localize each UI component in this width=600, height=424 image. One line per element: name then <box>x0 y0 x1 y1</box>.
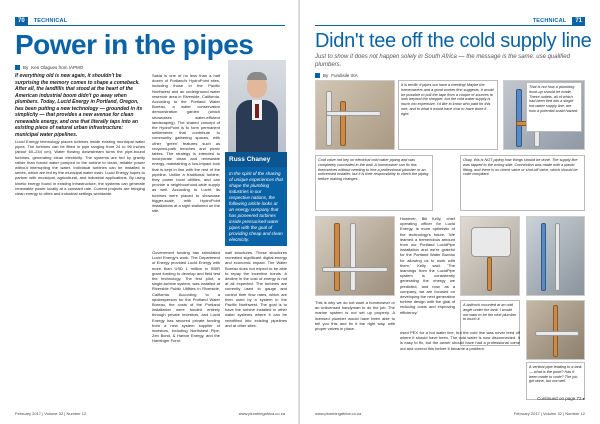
body-right-2: However, Bill Kelly, chief operating officer for Lucid Energy, is more optimistic of the technology's future. 'We learned a tremendous amount from our Portland LucidPipe installation and we're grateful for the Portland Water Bureau for allowing us to work with them,' Kelly said. 'The learnings from the LucidPipe system is consistently generating the energy we predicted, and now, as a company, we are focused on developing the next generation turbine design with the goal of reducing costs and improving efficiency.' <box>400 216 455 315</box>
body-column-3: Government funding has stimulated Lucid Energy's work. The Department of Energy provided Lucid Energy with more than USD 1 million in SBIR grant funding to develop and field test the technology. The first pilot, a single-turbine system, was installed at Riverside Public Utilities in Riverside, California. According to a spokesperson for the Portland Water Bureau, the costs of the Portland installation were funded entirely through private investors, and Lucid Energy has secured private funding from a new system supplier of investors, including Northwest Pipe, Zen Bond, & Harbor Energy, and the Harbinger Fund. <box>152 250 220 344</box>
page-header <box>15 16 67 25</box>
page-number: 70 <box>15 17 28 25</box>
article-title: Power in the pipes <box>15 29 254 60</box>
lead-paragraph: If everything old is new again, it shouldn't be surprising the memory comes to shape a comeback. After all, the landfills that stood at the heart of the American industrial boom didn't go away when plumbers. Today, Lucid Energy in Portland, Oregon, has been putting a new technology — grounded in its simplicity — that provides a new avenue for clean renewable energy, and one that literally taps into an existing piece of natural urban infrastructure: municipal water pipelines. <box>15 73 143 138</box>
header-rule <box>315 25 585 26</box>
footer-date: February 2017 | Volume 32 | Number 12 <box>15 411 87 416</box>
author-portrait <box>228 60 286 152</box>
photo-pipes-1 <box>315 80 395 150</box>
body-right-1: This is why we do not want a homeowner or an unlicensed handyman to do the job. The marine system is not set up properly. A licensed plumber would have been able to tell you this and fix it the right way, with proper valves in place. <box>315 300 395 332</box>
header-rule <box>15 25 285 26</box>
page-header <box>533 16 585 25</box>
section-label: TECHNICAL <box>532 17 567 24</box>
arrow-right-icon: ▸ <box>582 396 585 401</box>
pull-quote-text: In the spirit of the sharing of unique experiences that shape the plumbing industries in our respective nations, the following article looks at an energy company that has pioneered turbines inside pressurised water pipes with the goal of providing cheap and clean electricity. <box>229 171 283 242</box>
footer-date: February 2017 | Volume 32 | Number 12 <box>513 411 585 416</box>
standfirst: Just to show it does not happen solely in South Africa — the message is the same: use qualified plumbers. <box>315 54 570 68</box>
photo-pipes-4 <box>460 216 520 296</box>
footer-url[interactable]: www.plumbingafrica.co.za <box>315 411 362 416</box>
section-label: TECHNICAL <box>33 17 68 24</box>
byline-marker-icon <box>15 65 20 70</box>
photo-pipes-5 <box>526 216 585 296</box>
body-column-2: Sakia is one of no less than a half dozen of Portland's HydroPoint sites, including those in the Pacific Northwest and an underground water reservoir area in Riverside, California. According to the Portland Water Bureau, a water conservation demonstration garden (which showcases water-efficient landscaping). The shared concept of the HydroPoint is to form permanent settlements that contribute to community gathering spaces, with other 'green' features such as recycled-path benches and picnic tables. The strategy is intended to incorporate clean and renewable energy, maintaining a low-impact look that is kept in line with the rest of the pipeline. Unlike a traditional turbine, they power local utilities, and can provide a neighbourhood-wide supply as well. According to Lucid, its turbines were placed to showcase bigger-scale, with HydroPoint installations at a sight stationed on the site. <box>152 73 220 214</box>
footer-url[interactable]: www.plumbingafrica.co.za <box>238 411 285 416</box>
photo-pipes-3 <box>315 216 395 296</box>
caption-1: It is terrific if pipes out have a meeting! Maybe the homeowners and a good worker first suggests, it would be possible to pull the tape from a couple of sources to look beyond the shopper, but the cold water supply is much too expensive. I'd like to know who paid for this one, and to what it would have cost to have done it right. <box>398 80 498 150</box>
right-page <box>300 0 600 424</box>
page-footer <box>315 411 585 416</box>
photo-pipes-6 <box>526 300 585 360</box>
caption-2: That is not how a plumbing hook-up should be made. These outlets, all of which had been tied into a single hot-water supply line, are now a potential scald hazard. <box>526 82 582 132</box>
body-column-4: wall structures. These structures recreated significant digital-energy and economic impact. The Water Bureau does not expect to be able to repay the incentive bonds. A decline in the cost of energy is not at all expected. The turbines are currently used to gauge and control their flow rates, which are then used by a system in the Pacific Northwest. The goal is to have the turbine installed in other water systems where it can be retrofitted into existing pipelines and at other sites. <box>225 250 287 328</box>
body-right-3: used PEX for a hot water line, but the cold line was never teed off where it should have been. The cold water is now disconnected. It is easy to fix, but the owner should have had a professional come out and correct this before it became a problem. <box>400 330 520 351</box>
page-number: 71 <box>572 17 585 25</box>
byline-author: Ken Olagues from IAPMO <box>31 65 84 70</box>
pull-quote-box <box>225 152 287 246</box>
caption-5: A ballcock mounted at an odd angle under the tank. I would not want to be the next plumber to touch it. <box>460 300 520 346</box>
byline: By Ken Olagues from IAPMO <box>15 65 83 70</box>
byline-marker-icon <box>315 73 320 78</box>
continued-note: Continued on page 72 ▸ <box>537 396 585 401</box>
pull-quote-name: Russ Chaney <box>225 152 287 167</box>
byline-author: Fundisile ISA <box>331 73 358 78</box>
page-footer <box>15 411 285 416</box>
caption-3: Cold valve not key on electrical cold water piping and was completely concealed in the wall. A homeowner can fix this themselves without needing to hire a professional plumber or an unlicensed installer, but it is their responsibility to check the piping before making changes. <box>315 155 433 211</box>
body-column-1: Lucid Energy technology places turbines inside existing municipal water pipes. The turbines can be fitted in pipe ranging from 24 to 96 inches (about 60–244 cm). Water flowing downstream turns the pipe-bound turbines, generating clean electricity. The systems are fed by gravity rather than forced water pumped to the turbine to clean, reliable power without interrupting the water. Individual turbines can be installed in series, which are fed by the municipal water main. Lucid Energy hopes to partner with municipal, agricultural, and industrial applications. By using kinetic energy found in existing infrastructure, the systems can generate renewable power locally at a constant rate. Current projects are bringing clean energy to cities and industrial settings worldwide. <box>15 139 145 197</box>
byline: By Fundisile ISA <box>315 73 358 78</box>
caption-4: Okay, this is NOT piping how things should be done. The supply line was tapped to the wrong side. Connection was made with a plastic fitting, and there is no check valve or shut-off valve, which should be code compliant. <box>460 155 585 211</box>
article-title: Didn't tee off the cold supply line <box>315 30 592 52</box>
caption-6: A vertical pipe leading to a tank — what is the point? Has it been made to code? The job got done, but not well. <box>526 362 585 400</box>
